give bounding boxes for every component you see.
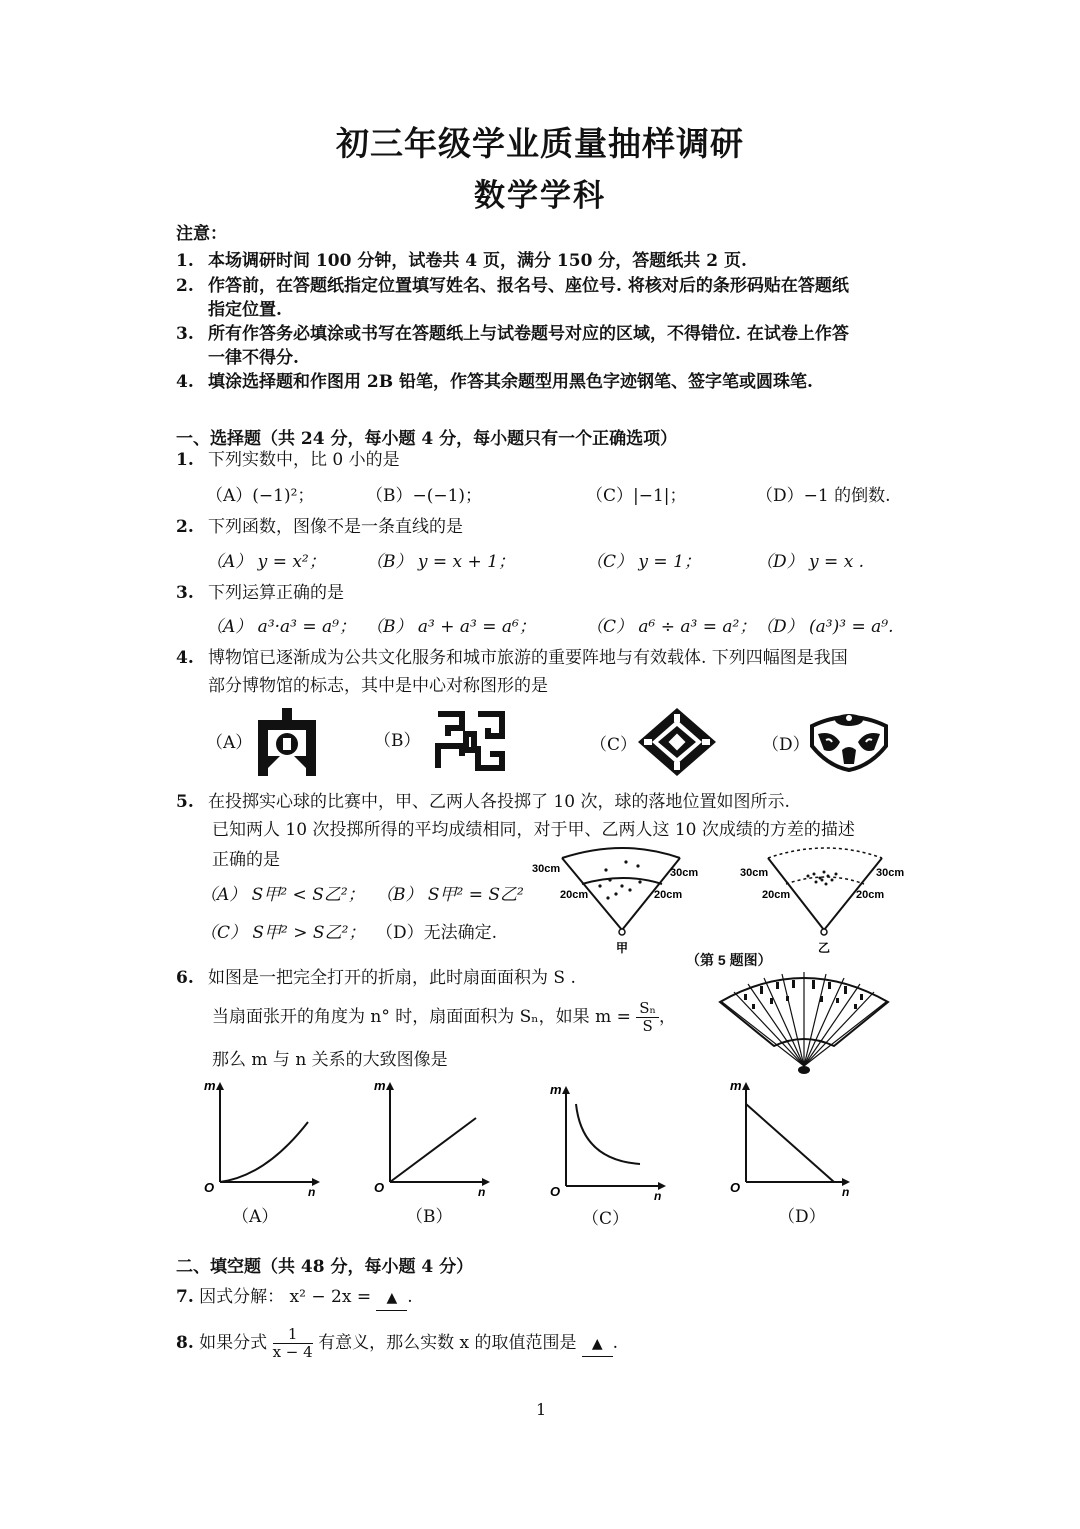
page-title: 初三年级学业质量抽样调研 (336, 124, 744, 163)
fraction: $\frac{1}{x - 4}$ (272, 1325, 313, 1361)
page-subtitle: 数学学科 (474, 178, 606, 214)
answer-blank: ▲ (582, 1332, 613, 1357)
jia-outer-label-right: 30cm (670, 867, 699, 879)
axis-m: m (550, 1082, 562, 1097)
axis-n: n (308, 1185, 316, 1196)
axis-n: n (842, 1185, 850, 1196)
folding-fan-image (716, 968, 892, 1080)
question-7: 7. 因式分解： x² − 2x = ▲ . (176, 1285, 413, 1311)
graph-c (542, 1082, 672, 1200)
question-3: 3. 下列运算正确的是 (176, 583, 344, 603)
q2-option-c: （C） y = 1； (586, 552, 701, 572)
q5-option-d: （D）无法确定. (376, 923, 498, 943)
q4-option-c: （C） (590, 735, 638, 755)
note-item: 1. 本场调研时间 100 分钟，试卷共 4 页，满分 150 分，答题纸共 2 页. (176, 251, 747, 271)
q6-option-c: （C） (582, 1209, 630, 1229)
graph-b (366, 1078, 496, 1196)
question-6-cont: 当扇面张开的角度为 n° 时，扇面面积为 Sₙ，如果 m = $\frac{\text{Sₙ}}{S}$ ， (212, 999, 677, 1035)
q1-option-b: （B）−(−1)； (366, 486, 483, 506)
note-item: 4. 填涂选择题和作图用 2B 铅笔，作答其余题型用黑色字迹钢笔、签字笔或圆珠笔. (176, 372, 813, 392)
note-item-cont: 指定位置. (208, 300, 282, 320)
q3-option-c: （C） a⁶ ÷ a³ = a²； (586, 617, 757, 637)
q1-option-a: （A）(−1)²； (206, 486, 315, 506)
question-8: 8. 如果分式 $\frac{1}{x - 4}$ 有意义，那么实数 x 的取值范围是 ▲ . (176, 1325, 619, 1361)
jia-label: 甲 (616, 941, 629, 955)
q2-option-d: （D） y = x . (756, 552, 865, 572)
axis-n: n (654, 1189, 662, 1200)
graph-a (196, 1078, 326, 1196)
q5-option-c: （C） S甲² > S乙²； (200, 923, 366, 943)
museum-logo-c (636, 706, 718, 778)
yi-inner-label: 20cm (762, 889, 791, 901)
axis-origin: O (204, 1180, 215, 1195)
notes-heading: 注意： (176, 224, 227, 244)
question-5-cont: 已知两人 10 次投掷所得的平均成绩相同，对于甲、乙两人这 10 次成绩的方差的描述 (212, 820, 855, 840)
yi-outer-label-right: 30cm (876, 867, 905, 879)
axis-origin: O (730, 1180, 741, 1195)
q6-option-d: （D） (778, 1207, 826, 1227)
question-6: 6. 如图是一把完全打开的折扇，此时扇面面积为 S . (176, 968, 576, 988)
answer-blank: ▲ (376, 1286, 407, 1311)
note-item: 2. 作答前，在答题纸指定位置填写姓名、报名号、座位号. 将核对后的条形码贴在答题纸 (176, 276, 849, 296)
throw-diagram-yi (736, 846, 916, 956)
q3-option-d: （D） (a³)³ = a⁹. (756, 617, 894, 637)
question-4-cont: 部分博物馆的标志，其中是中心对称图形的是 (208, 676, 548, 696)
q4-option-d: （D） (762, 735, 810, 755)
q5-option-b: （B） S甲² = S乙² (376, 885, 524, 905)
jia-inner-label: 20cm (560, 889, 589, 901)
jia-inner-label-right: 20cm (654, 889, 683, 901)
q4-option-b: （B） (374, 731, 421, 751)
q1-option-c: （C）|−1|； (586, 486, 687, 506)
museum-logo-b (434, 708, 506, 774)
question-4: 4. 博物馆已逐渐成为公共文化服务和城市旅游的重要阵地与有效载体. 下列四幅图是我国 (176, 648, 848, 668)
q3-option-a: （A） a³·a³ = a⁹； (206, 617, 356, 637)
q5-option-a: （A） S甲² < S乙²； (200, 885, 365, 905)
section-heading: 二、填空题（共 48 分，每小题 4 分） (176, 1257, 474, 1277)
q4-option-a: （A） (206, 733, 253, 753)
q2-option-a: （A） y = x²； (206, 552, 326, 572)
question-2: 2. 下列函数，图像不是一条直线的是 (176, 517, 463, 537)
graph-d (722, 1078, 862, 1196)
question-1: 1. 下列实数中，比 0 小的是 (176, 450, 400, 470)
yi-label: 乙 (818, 941, 831, 955)
axis-m: m (204, 1078, 216, 1093)
yi-inner-label-right: 20cm (856, 889, 885, 901)
q3-option-b: （B） a³ + a³ = a⁶； (366, 617, 536, 637)
axis-m: m (374, 1078, 386, 1093)
jia-outer-label: 30cm (532, 863, 561, 875)
museum-logo-a (254, 706, 320, 776)
note-item-cont: 一律不得分. (208, 348, 299, 368)
question-5-cont2: 正确的是 (212, 850, 280, 870)
throw-diagram-jia (530, 846, 710, 956)
page-number: 1 (536, 1400, 547, 1419)
q6-option-b: （B） (406, 1207, 453, 1227)
q2-option-b: （B） y = x + 1； (366, 552, 516, 572)
axis-origin: O (550, 1184, 561, 1199)
q6-option-a: （A） (232, 1207, 279, 1227)
figure-caption: （第 5 题图） (686, 952, 772, 968)
yi-outer-label: 30cm (740, 867, 769, 879)
axis-m: m (730, 1078, 742, 1093)
fraction: $\frac{\text{Sₙ}}{S}$ (636, 1000, 659, 1035)
axis-origin: O (374, 1180, 385, 1195)
axis-n: n (478, 1185, 486, 1196)
question-6-cont2: 那么 m 与 n 关系的大致图像是 (212, 1050, 448, 1070)
section-heading: 一、选择题（共 24 分，每小题 4 分，每小题只有一个正确选项） (176, 429, 678, 449)
museum-logo-d (806, 706, 892, 776)
question-5: 5. 在投掷实心球的比赛中，甲、乙两人各投掷了 10 次，球的落地位置如图所示. (176, 792, 790, 812)
note-item: 3. 所有作答务必填涂或书写在答题纸上与试卷题号对应的区域，不得错位. 在试卷上作答 (176, 324, 849, 344)
q1-option-d: （D）−1 的倒数. (756, 486, 891, 506)
